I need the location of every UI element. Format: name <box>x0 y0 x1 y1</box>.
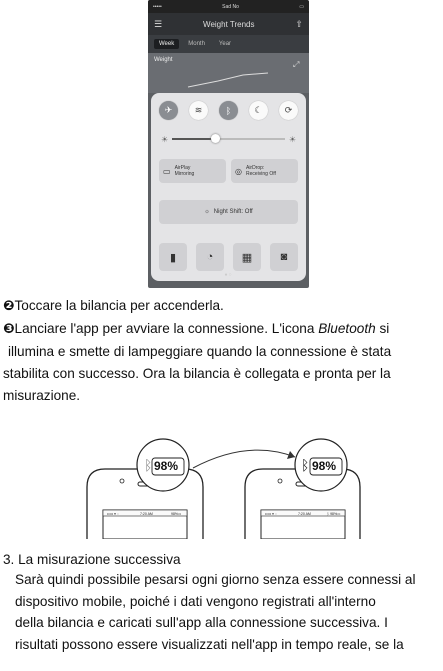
brightness-high-icon: ☀ <box>288 134 296 144</box>
do-not-disturb-icon[interactable]: ☾ <box>249 101 268 120</box>
tab-year[interactable]: Year <box>218 41 232 47</box>
transition-arrow <box>193 450 295 468</box>
section-3-line: dispositivo mobile, poiché i dati vengono registrati all'interno <box>15 593 376 609</box>
step-3-line-4: misurazione. <box>3 388 81 403</box>
airplane-mode-icon[interactable]: ✈ <box>159 101 178 120</box>
bluetooth-connection-illustration <box>83 435 364 539</box>
share-icon[interactable]: ⇧ <box>295 18 303 29</box>
app-header <box>148 13 309 35</box>
page-dots: ●○ <box>224 272 233 278</box>
toggle-row <box>159 101 298 120</box>
airdrop-button[interactable] <box>231 159 298 183</box>
signal-icon: ••••• <box>153 3 162 10</box>
section-3-line: risultati possono essere visualizzati nell'app in tempo reale, se la <box>15 636 404 652</box>
svg-text:98%▭: 98%▭ <box>171 512 182 516</box>
period-tabs <box>148 35 309 53</box>
night-shift-button[interactable] <box>159 200 298 224</box>
right-status-callout <box>295 439 347 491</box>
camera-icon[interactable]: ◙ <box>270 243 298 271</box>
battery-left: 98% <box>154 459 179 473</box>
calculator-icon[interactable]: ▦ <box>233 243 261 271</box>
step-2-paragraph <box>3 296 224 315</box>
step-3-marker: ❸ <box>3 321 15 336</box>
airdrop-subtitle: Receiving Off <box>245 171 276 177</box>
svg-text:7:20 AM: 7:20 AM <box>298 512 311 516</box>
graph-label: Weight <box>154 57 173 63</box>
control-center-screenshot <box>148 0 309 288</box>
rotation-lock-icon[interactable]: ⟳ <box>279 101 298 120</box>
airplay-subtitle: Mirroring <box>174 171 195 177</box>
step-2-marker: ❷ <box>3 298 15 313</box>
shortcut-row <box>159 243 298 271</box>
app-title: Weight Trends <box>203 19 255 29</box>
night-shift-icon: ☼ <box>204 209 210 215</box>
airdrop-icon: ◎ <box>235 166 242 176</box>
menu-icon[interactable]: ☰ <box>154 18 163 29</box>
night-shift-label: Night Shift: Off <box>213 209 253 215</box>
carrier-label: Sad No <box>222 3 239 10</box>
left-status-callout <box>137 439 189 491</box>
tab-week[interactable]: Week <box>154 39 179 49</box>
section-3-body <box>15 569 416 655</box>
brightness-low-icon: ☀ <box>161 134 169 144</box>
step-2-text: Toccare la bilancia per accenderla. <box>14 298 224 313</box>
airplay-title: AirPlay <box>174 165 191 171</box>
battery-right: 98% <box>312 459 337 473</box>
graph-line <box>148 53 309 93</box>
airplay-button[interactable] <box>159 159 226 183</box>
flashlight-icon[interactable]: ▮ <box>159 243 187 271</box>
bluetooth-on-icon: ᛒ <box>301 457 310 473</box>
airdrop-title: AirDrop: <box>245 165 265 171</box>
step-3-line-1: ❸Lanciare l'app per avviare la connessione. L'icona Bluetooth si <box>3 321 390 336</box>
status-bar <box>148 0 309 13</box>
svg-text:7:20 AM: 7:20 AM <box>140 512 153 516</box>
step-3-line-2: illumina e smette di lampeggiare quando la connessione è stata <box>8 344 392 359</box>
brightness-slider[interactable] <box>161 133 296 145</box>
bluetooth-icon[interactable]: ᛒ <box>219 101 238 120</box>
wifi-icon[interactable]: ≋ <box>189 101 208 120</box>
timer-icon[interactable]: ◔ <box>196 243 224 271</box>
battery-icon: ▭ <box>299 3 304 10</box>
bluetooth-term: Bluetooth <box>318 321 376 336</box>
svg-text:••••• ▾ ◌: ••••• ▾ ◌ <box>107 512 119 516</box>
section-3-line: Sarà quindi possibile pesarsi ogni giorno senza essere connessi al <box>15 572 416 587</box>
airplay-airdrop-row <box>159 159 298 183</box>
section-3-line: della bilancia e caricati sull'app alla connessione successiva. I <box>15 615 388 630</box>
svg-text:ᛒ 98%▭: ᛒ 98%▭ <box>327 512 341 516</box>
expand-icon: ⤢ <box>293 60 300 69</box>
section-3-heading: 3. La misurazione successiva <box>3 552 181 567</box>
brightness-knob[interactable] <box>211 134 220 143</box>
svg-text:••••• ▾ ◌: ••••• ▾ ◌ <box>265 512 277 516</box>
weight-graph <box>148 53 309 93</box>
tab-month[interactable]: Month <box>188 41 205 47</box>
airplay-icon: ▭ <box>163 166 171 176</box>
bluetooth-off-icon: ᛒ <box>144 457 153 473</box>
step-3-line-3: stabilita con successo. Ora la bilancia è collegata e pronta per la <box>3 366 391 381</box>
control-center-panel <box>151 93 306 281</box>
